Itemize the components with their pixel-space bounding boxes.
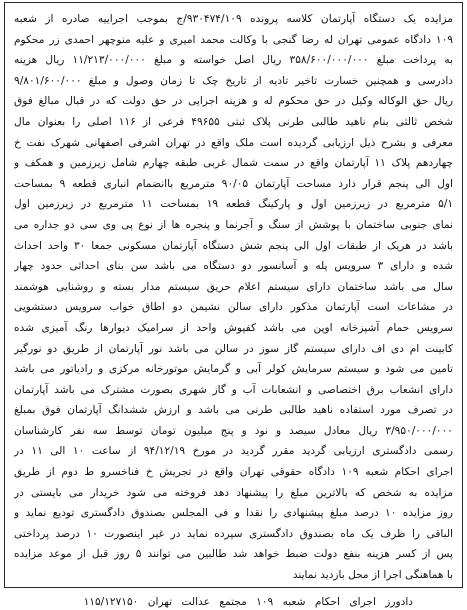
notice-line: اجرای احکام شعبه ۱۰۹ دادگاه حقوقی تهران واقع در تجریش خ فناخسرو ط دوم از طریق xyxy=(14,466,453,479)
notice-line: کابینت ام دی اف دارای سیستم گاز سوز در سالن می باشد نور آپارتمان از طریق دو نورگیر xyxy=(14,342,453,355)
notice-line: تامین می شود و سیستم سرمایش کولر آبی و گرمایش موتورخانه مرکزی و رادیاتور می باشد xyxy=(14,363,453,376)
notice-line: ۳/۹۵۰/۰۰۰/۰۰۰ ریال معادل سیصد و نود و پنج میلیون تومان توسط سه نفر کارشناسان xyxy=(14,424,453,437)
issuer-signature: دادورز اجرای احکام شعبه ۱۰۹ مجتمع عدالت تهران xyxy=(147,595,413,608)
notice-line: پس از کسر هزینه بنفع دولت ضبط خواهد شد طالبین می توانند ۵ روز قبل از موعد مزایده xyxy=(14,548,453,561)
notice-line: الباقی را ظرف یک ماه بصندوق دادگستری سپرده نماید در غیر اینصورت ۱۰ درصد پرداختی xyxy=(14,527,453,540)
notice-line: شخص ثالثی بنام ناهید طالبی طرنی پلاک ثبتی ۴۹۶۵۵ فرعی از ۱۱۶ اصلی را بعنوان مال xyxy=(14,115,453,128)
notice-code: ۱۱۵/۱۲۷۱۵۰ xyxy=(83,595,139,608)
notice-line: شده و دارای ۳ سرویس پله و آسانسور دو دستگاه می باشد سن بنای احداثی حدود چهار xyxy=(14,260,453,273)
notice-line: ریال حق الوکاله وکیل در حق محکوم له و هزینه اجرایی در حق دولت که در قبال مبالغ فوق xyxy=(14,95,453,108)
notice-line: دادرسی و همچنین خسارت تاخیر تادیه از تاریخ چک تا زمان وصول و مبلغ ۹/۸۰۱/۶۰۰/۰۰۰ xyxy=(14,74,453,87)
legal-notice xyxy=(4,2,463,608)
notice-body xyxy=(14,9,453,586)
notice-line: نمای جنوبی ساختمان با پوشش از سنگ و آجرنما و پنجره ها از نوع پی وی سی دو جداره می xyxy=(14,218,453,231)
notice-line: در مشاعات است آپارتمان مذکور دارای سالن نشیمن دو اطاق خواب سرویس دستشویی xyxy=(14,301,453,314)
notice-footer xyxy=(14,594,453,610)
notice-line: اول الی پنجم قرار دارد مساحت آپارتمان ۹۰/۰۵ مترمربع باانضمام انباری قطعه ۹ بمساحت xyxy=(14,177,453,190)
notice-line: ۵/۱ مترمربع در زیرزمین اول و پارکینگ قطعه ۱۹ بمساحت ۱۱ مترمربع در زیرزمین اول xyxy=(14,198,453,211)
notice-line: سرویس حمام آشپزخانه اوپن می باشد کفپوش واحد از سرامیک دیوارها رنگ آمیزی شده xyxy=(14,321,453,334)
notice-line: ۱۰۹ دادگاه عمومی تهران له رضا گنجی با وکالت محمد امیری و علیه منوچهر احمدی زر محکوم xyxy=(14,33,453,46)
notice-line: روز مزایده ۱۰ درصد مبلغ پیشنهادی را نقدا و فی المجلس بصندوق دادگستری تودیع نماید و xyxy=(14,507,453,520)
notice-line: در تصرف مورد استفاده ناهید طالبی طرنی می باشد و ارزش ششدانگ آپارتمان فوق بمبلغ xyxy=(14,404,453,417)
notice-line: مزایده یک دستگاه آپارتمان کلاسه پرونده ۹۳۰۴۷۴/۱۰۹/ج بموجب اجراییه صادره از شعبه xyxy=(14,13,453,25)
notice-line: دارای انشعاب برق اختصاصی و انشعابات آب و گاز شهری بصورت مشترک می باشد آپارتمان xyxy=(14,383,453,396)
notice-line: رسمی دادگستری ارزیابی گردید مقرر گردید در مورخ ۹۴/۱۲/۱۹ از ساعت ۱۰ الی ۱۱ در xyxy=(14,445,453,458)
notice-line: باشد در هریک از طبقات اول الی پنجم شش دستگاه آپارتمان مسکونی جمعا ۳۰ واحد احداث xyxy=(14,239,453,252)
notice-line: چهاردهم پلاک ۱۱ آپارتمان واقع در سمت شمال غربی طبقه چهارم شامل زیرزمین و همکف و xyxy=(14,157,453,170)
notice-line: معرفی و بشرح ذیل ارزیابی گردیده است ملک واقع در تهران اشرفی اصفهانی شهرک نفت خ xyxy=(14,136,453,149)
notice-line: با هماهنگی اجرا از محل بازدید نمایند xyxy=(292,569,453,582)
notice-line: سال می باشد ساختمان دارای سیستم اعلام حریق سیستم مدار بسته و روشنایی هوشمند xyxy=(14,280,453,293)
notice-line: به پرداخت مبلغ ۳۵۸/۶۰۰/۰۰۰/۰۰۰ ریال اصل خواسته و مبلغ ۱۱/۲۱۳/۰۰۰/۰۰۰ ریال هزینه xyxy=(14,54,453,67)
notice-line: مزایده به شخص که بالاترین مبلغ را پیشنهاد دهد فروخته می شود خریدار می بایستی در xyxy=(14,486,453,499)
